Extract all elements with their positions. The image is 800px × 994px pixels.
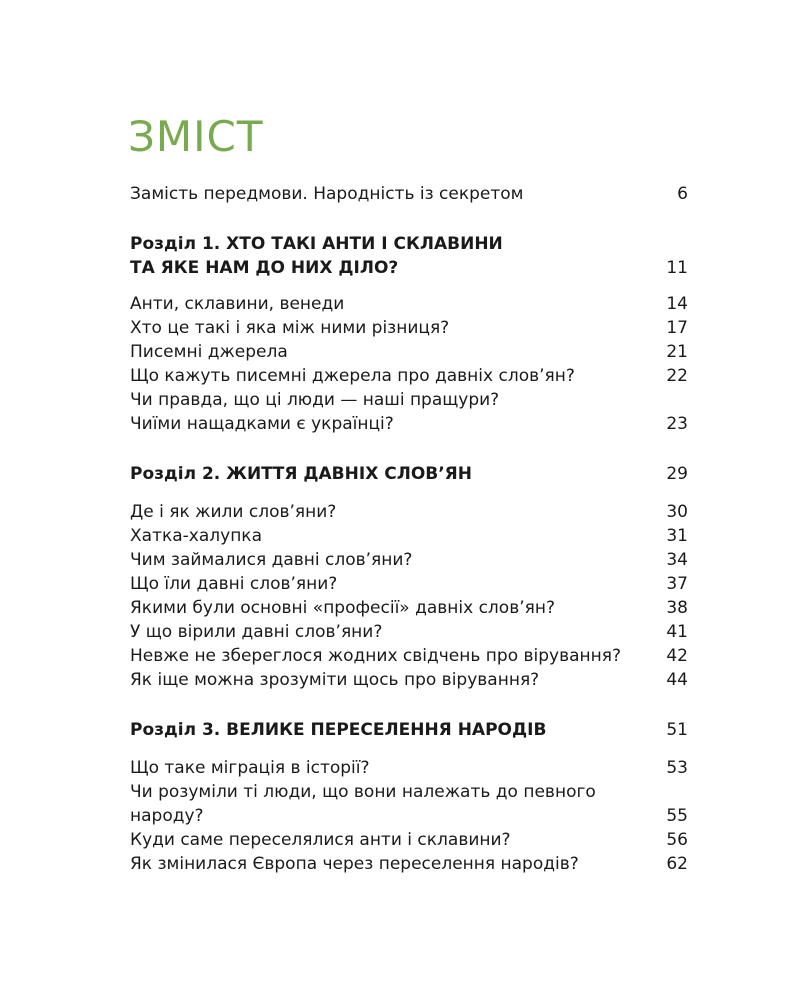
toc-entry[interactable] [130,804,688,828]
toc-entry[interactable] [130,182,688,206]
toc-chapter-text: ТА ЯКЕ НАМ ДО НИХ ДІЛО? [130,258,399,278]
toc-entry[interactable] [130,668,688,692]
toc-entry[interactable] [130,828,688,852]
toc-entry[interactable] [130,756,688,780]
toc-entry[interactable] [130,644,688,668]
toc-entry-page: 42 [666,646,688,666]
toc-entry-page: 22 [666,366,688,386]
toc-entry-page: 34 [666,550,688,570]
toc-entry[interactable] [130,572,688,596]
toc-entry-text: Як іще можна зрозуміти щось про вірування? [130,670,540,690]
toc-entry[interactable] [130,412,688,436]
toc-entry-text: Невже не збереглося жодних свідчень про вірування? [130,646,622,666]
toc-chapter-page: 51 [666,720,688,740]
toc-entry-text: Чи розуміли ті люди, що вони належать до певного [130,782,596,802]
toc-entry[interactable] [130,292,688,316]
toc-entry[interactable] [130,548,688,572]
toc-entry-page: 23 [666,414,688,434]
toc-entry-page: 55 [666,806,688,826]
toc-entry-text: Хто це такі і яка між ними різниця? [130,318,450,338]
toc-entry-page: 44 [666,670,688,690]
toc-entry-page: 31 [666,526,688,546]
toc-entry-page: 6 [677,184,688,204]
toc-entry-text: Де і як жили слов’яни? [130,502,337,522]
toc-entry[interactable] [130,596,688,620]
toc-entry-page: 17 [666,318,688,338]
toc-chapter-page: 29 [666,464,688,484]
toc-entry-text: Якими були основні «професії» давніх слов’ян? [130,598,555,618]
toc-entry-page: 38 [666,598,688,618]
toc-entry[interactable] [130,524,688,548]
toc-entry-text: Чи правда, що ці люди — наші пращури? [130,390,500,410]
toc-chapter[interactable] [130,718,688,742]
toc-entry-page: 41 [666,622,688,642]
toc-entry-page: 30 [666,502,688,522]
toc-entry[interactable] [130,340,688,364]
toc-entry-text: Що їли давні слов’яни? [130,574,338,594]
toc-entry-text: народу? [130,806,204,826]
toc-chapter-text: Розділ 1. ХТО ТАКІ АНТИ І СКЛАВИНИ [130,234,503,254]
toc-entry-text: Писемні джерела [130,342,288,362]
toc-entry-text: Куди саме переселялися анти і склавини? [130,830,511,850]
toc-chapter-page: 11 [666,258,688,278]
toc-entry-text: Як змінилася Європа через переселення народів? [130,854,579,874]
toc-entry[interactable] [130,852,688,876]
toc-chapter[interactable] [130,256,688,280]
toc-entry-text: Замість передмови. Народність із секретом [130,184,524,204]
toc-entry-text: Чим займалися давні слов’яни? [130,550,413,570]
toc-entry-page: 14 [666,294,688,314]
toc-entry-page: 21 [666,342,688,362]
toc-entry-text: Анти, склавини, венеди [130,294,345,314]
toc-entry[interactable] [130,620,688,644]
toc-chapter[interactable] [130,462,688,486]
toc-chapter[interactable] [130,232,688,256]
toc-entry[interactable] [130,388,688,412]
page-title: ЗМІСТ [128,112,264,161]
toc-entry[interactable] [130,316,688,340]
toc-entry-text: У що вірили давні слов’яни? [130,622,383,642]
toc-chapter-text: Розділ 2. ЖИТТЯ ДАВНІХ СЛОВ’ЯН [130,464,473,484]
toc-entry-page: 53 [666,758,688,778]
toc-entry-text: Хатка-халупка [130,526,262,546]
toc-entry-page: 37 [666,574,688,594]
toc-chapter-text: Розділ 3. ВЕЛИКЕ ПЕРЕСЕЛЕННЯ НАРОДІВ [130,720,547,740]
toc-entry-page: 62 [666,854,688,874]
toc-entry[interactable] [130,780,688,804]
toc-entry-page: 56 [666,830,688,850]
toc-entry-text: Що таке міграція в історії? [130,758,370,778]
toc-entry[interactable] [130,500,688,524]
toc-entry[interactable] [130,364,688,388]
toc-entry-text: Чиїми нащадками є українці? [130,414,394,434]
toc-entry-text: Що кажуть писемні джерела про давніх слов’ян? [130,366,575,386]
